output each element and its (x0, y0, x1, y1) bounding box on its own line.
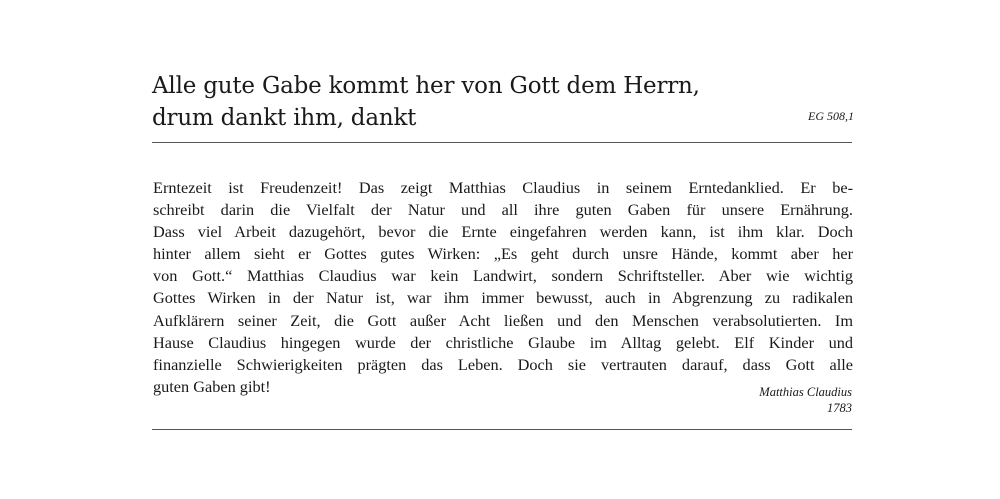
attribution (759, 384, 852, 416)
bottom-divider (152, 429, 852, 430)
body-line-10: guten Gaben gibt! (153, 376, 271, 396)
body-line-3: Dass viel Arbeit dazugehört, bevor die Ernte eingefahren werden kann, ist ihm klar. Doch (153, 222, 853, 242)
body-line-2: schreibt darin die Vielfalt der Natur und all ihre guten Gaben für unsere Ernährung. (153, 200, 853, 220)
hymn-reference: EG 508,1 (808, 109, 854, 123)
body-line-5: von Gott.“ Matthias Claudius war kein Landwirt, sondern Schriftsteller. Aber wie wichtig (153, 266, 853, 286)
author-year: 1783 (827, 401, 852, 415)
body-line-6: Gottes Wirken in der Natur ist, war ihm immer bewusst, auch in Abgrenzung zu radikalen (153, 288, 853, 308)
title-line-1: Alle gute Gabe kommt her von Gott dem Herrn, (152, 73, 700, 99)
top-divider (152, 142, 852, 143)
body-line-4: hinter allem sieht er Gottes gutes Wirken: „Es geht durch unsre Hände, kommt aber her (153, 244, 853, 264)
title-line-2: drum dankt ihm, dankt (152, 105, 417, 131)
body-paragraph (153, 177, 853, 398)
body-line-8: Hause Claudius hingegen wurde der christliche Glaube im Alltag gelebt. Elf Kinder und (153, 332, 853, 352)
body-line-1: Erntezeit ist Freudenzeit! Das zeigt Matthias Claudius in seinem Erntedanklied. Er be- (153, 178, 853, 197)
body-line-7: Aufklärern seiner Zeit, die Gott außer Acht ließen und den Menschen verabsolutierten. Im (153, 310, 853, 330)
title-block (152, 70, 852, 134)
body-line-9: finanzielle Schwierigkeiten prägten das Leben. Doch sie vertrauten darauf, dass Gott alle (153, 354, 853, 374)
author-name: Matthias Claudius (759, 385, 852, 399)
